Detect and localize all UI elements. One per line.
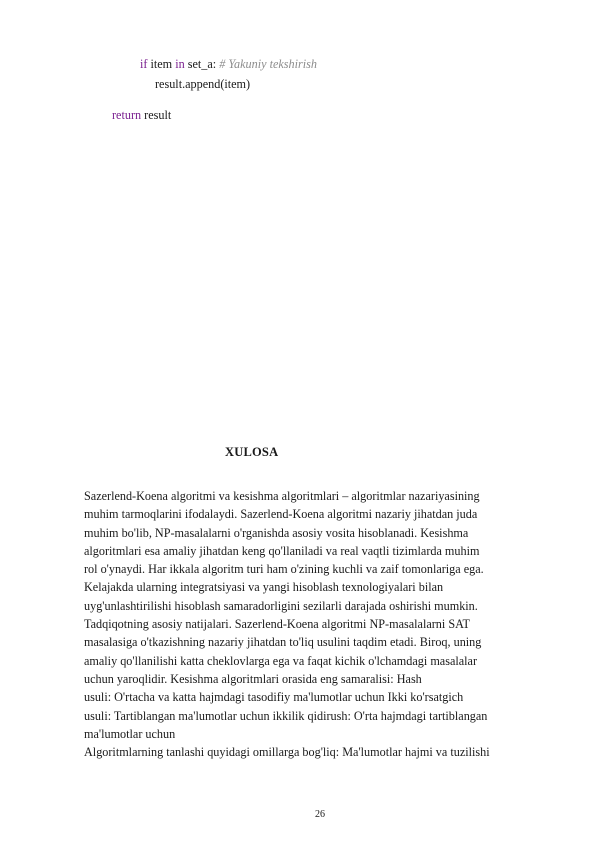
code-keyword: if (140, 57, 148, 71)
text-line: uyg'unlashtirilishi hisoblash samaradorligini sezilarli darajada oshirishi mumkin. (84, 598, 478, 613)
section-title: XULOSA (225, 445, 279, 459)
text-line: usuli: Tartiblangan ma'lumotlar uchun ikkilik qidirush: O'rta hajmdagi tartiblangan (84, 708, 488, 723)
text-line: muhim tarmoqlarini ifodalaydi. Sazerlend-Koena algoritmi nazariy jihatdan juda (84, 507, 478, 522)
text-line: uchun yaroqlidir. Kesishma algoritmlari orasida eng samaralisi: Hash (84, 671, 422, 686)
text-line: usuli: O'rtacha va katta hajmdagi tasodifiy ma'lumotlar uchun Ikki ko'rsatgich (84, 690, 464, 705)
text-line: masalasiga o'tkazishning nazariy jihatdan to'liq usulini taqdim etadi. Biroq, uning (84, 635, 482, 650)
text-line: muhim bo'lib, NP-masalalarni o'rganishda asosiy vosita hisoblanadi. Kesishma (84, 525, 469, 540)
code-keyword: in (175, 57, 185, 71)
code-text: set_a: (184, 57, 220, 71)
code-keyword: return (112, 108, 142, 122)
text-line: Sazerlend-Koena algoritmi va kesishma algoritmlari – algoritmlar nazariyasining (84, 489, 480, 503)
page-number: 26 (315, 809, 325, 820)
code-comment: # Yakuniy tekshirish (219, 57, 317, 71)
text-line: amaliy qo'llanilishi katta cheklovlarga ega va faqat kichik o'lchamdagi masalalar (84, 653, 478, 668)
text-line: algoritmlari esa amaliy jihatdan keng qo'llaniladi va real vaqtli tizimlarda muhim (84, 543, 480, 558)
conclusion-paragraph (84, 487, 554, 761)
code-line-return (112, 108, 171, 122)
text-line: Algoritmlarning tanlashi quyidagi omillarga bog'liq: Ma'lumotlar hajmi va tuzilishi (84, 745, 490, 760)
code-text: item (147, 57, 176, 71)
text-line: Tadqiqotning asosiy natijalari. Sazerlend-Koena algoritmi NP-masalalarni SAT (84, 617, 470, 632)
code-line-if (140, 57, 317, 71)
text-line: ma'lumotlar uchun (84, 726, 176, 741)
code-line-append: result.append(item) (155, 77, 251, 91)
text-line: rol o'ynaydi. Har ikkala algoritm turi ham o'zining kuchli va zaif tomonlariga ega. (84, 562, 484, 577)
text-line: Kelajakda ularning integratsiyasi va yangi hisoblash texnologiyalari bilan (84, 580, 444, 595)
code-text: result (141, 108, 172, 122)
